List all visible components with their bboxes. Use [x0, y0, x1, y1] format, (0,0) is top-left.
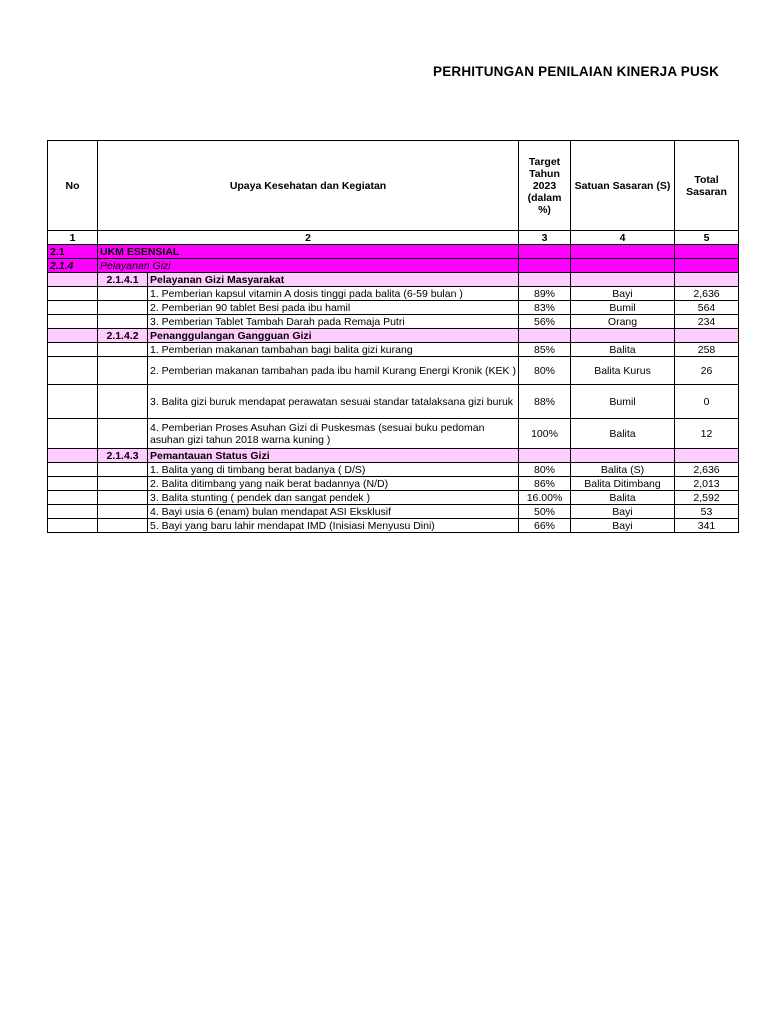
section-code: 2.1: [48, 245, 98, 259]
total-value: 2,636: [675, 463, 739, 477]
table-row: [48, 477, 739, 491]
table-row: [48, 419, 739, 449]
target-value: 80%: [519, 463, 571, 477]
colnum-4: 4: [571, 231, 675, 245]
total-value: 26: [675, 357, 739, 385]
table-row: [48, 463, 739, 477]
colnum-5: 5: [675, 231, 739, 245]
target-value: 88%: [519, 385, 571, 419]
table-row: [48, 287, 739, 301]
activity-text: 1. Pemberian kapsul vitamin A dosis tinggi pada balita (6-59 bulan ): [148, 287, 519, 301]
subsection-code: 2.1.4: [48, 259, 98, 273]
activity-text: 3. Balita stunting ( pendek dan sangat pendek ): [148, 491, 519, 505]
performance-table: [47, 140, 739, 533]
target-value: 89%: [519, 287, 571, 301]
total-value: 0: [675, 385, 739, 419]
target-value: 100%: [519, 419, 571, 449]
target-value: 85%: [519, 343, 571, 357]
total-value: 12: [675, 419, 739, 449]
activity-text: 4. Pemberian Proses Asuhan Gizi di Puskesmas (sesuai buku pedoman asuhan gizi tahun 2018 warna kuning ): [148, 419, 519, 449]
activity-text: 2. Balita ditimbang yang naik berat badannya (N/D): [148, 477, 519, 491]
subsection-row: [48, 259, 739, 273]
target-value: 86%: [519, 477, 571, 491]
satuan-value: Balita Ditimbang: [571, 477, 675, 491]
target-value: 16.00%: [519, 491, 571, 505]
satuan-value: Bumil: [571, 301, 675, 315]
activity-text: 2. Pemberian 90 tablet Besi pada ibu hamil: [148, 301, 519, 315]
target-value: 66%: [519, 519, 571, 533]
header-upaya: Upaya Kesehatan dan Kegiatan: [98, 141, 519, 231]
colnum-2: 2: [98, 231, 519, 245]
header-satuan: Satuan Sasaran (S): [571, 141, 675, 231]
activity-text: 3. Balita gizi buruk mendapat perawatan sesuai standar tatalaksana gizi buruk: [148, 385, 519, 419]
header-total: Total Sasaran: [675, 141, 739, 231]
header-row: [48, 141, 739, 231]
group-code: 2.1.4.2: [98, 329, 148, 343]
header-no: No: [48, 141, 98, 231]
table-row: [48, 315, 739, 329]
activity-text: 5. Bayi yang baru lahir mendapat IMD (Inisiasi Menyusu Dini): [148, 519, 519, 533]
satuan-value: Balita: [571, 491, 675, 505]
total-value: 564: [675, 301, 739, 315]
activity-text: 1. Pemberian makanan tambahan bagi balita gizi kurang: [148, 343, 519, 357]
satuan-value: Bayi: [571, 287, 675, 301]
total-value: 341: [675, 519, 739, 533]
total-value: 234: [675, 315, 739, 329]
column-number-row: [48, 231, 739, 245]
table-row: [48, 519, 739, 533]
group-code: 2.1.4.3: [98, 449, 148, 463]
group-label: Pemantauan Status Gizi: [148, 449, 519, 463]
satuan-value: Bayi: [571, 505, 675, 519]
satuan-value: Balita: [571, 343, 675, 357]
satuan-value: Balita (S): [571, 463, 675, 477]
table-row: [48, 343, 739, 357]
total-value: 2,592: [675, 491, 739, 505]
section-label: UKM ESENSIAL: [98, 245, 519, 259]
group-header-row: [48, 449, 739, 463]
group-header-row: [48, 329, 739, 343]
activity-text: 2. Pemberian makanan tambahan pada ibu hamil Kurang Energi Kronik (KEK ): [148, 357, 519, 385]
sheet-title: PERHITUNGAN PENILAIAN KINERJA PUSK: [433, 64, 720, 79]
total-value: 53: [675, 505, 739, 519]
table-row: [48, 491, 739, 505]
activity-text: 3. Pemberian Tablet Tambah Darah pada Remaja Putri: [148, 315, 519, 329]
subsection-label: Pelayanan Gizi: [98, 259, 519, 273]
table-row: [48, 357, 739, 385]
activity-text: 1. Balita yang di timbang berat badanya ( D/S): [148, 463, 519, 477]
groups-body: [48, 273, 739, 533]
group-header-row: [48, 273, 739, 287]
colnum-1: 1: [48, 231, 98, 245]
target-value: 56%: [519, 315, 571, 329]
satuan-value: Bayi: [571, 519, 675, 533]
target-value: 50%: [519, 505, 571, 519]
satuan-value: Balita: [571, 419, 675, 449]
satuan-value: Orang: [571, 315, 675, 329]
table-row: [48, 385, 739, 419]
satuan-value: Bumil: [571, 385, 675, 419]
group-code: 2.1.4.1: [98, 273, 148, 287]
table-row: [48, 505, 739, 519]
header-target: Target Tahun 2023 (dalam %): [519, 141, 571, 231]
total-value: 2,636: [675, 287, 739, 301]
activity-text: 4. Bayi usia 6 (enam) bulan mendapat ASI Eksklusif: [148, 505, 519, 519]
target-value: 80%: [519, 357, 571, 385]
table-row: [48, 301, 739, 315]
group-label: Penanggulangan Gangguan Gizi: [148, 329, 519, 343]
target-value: 83%: [519, 301, 571, 315]
colnum-3: 3: [519, 231, 571, 245]
section-row: [48, 245, 739, 259]
satuan-value: Balita Kurus: [571, 357, 675, 385]
group-label: Pelayanan Gizi Masyarakat: [148, 273, 519, 287]
total-value: 2,013: [675, 477, 739, 491]
total-value: 258: [675, 343, 739, 357]
